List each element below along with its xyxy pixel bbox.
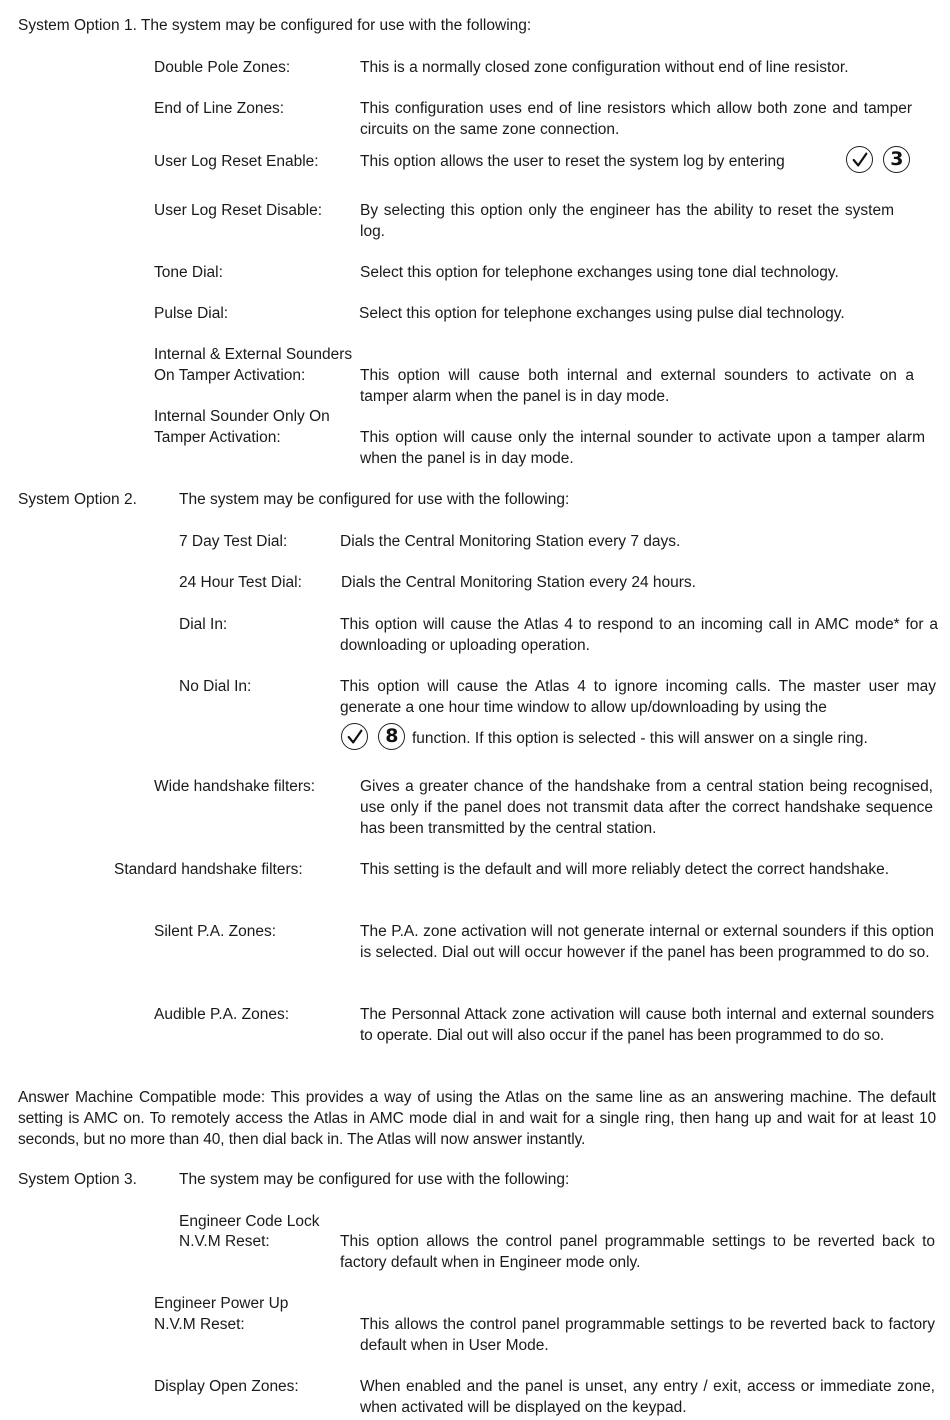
desc-end-of-line-zones: This configuration uses end of line resistors which allow both zone and tamper circuits on the same zone connection.	[360, 100, 912, 138]
check-key-icon	[846, 146, 873, 173]
desc-user-log-reset-disable: By selecting this option only the engineer has the ability to reset the system log.	[360, 202, 894, 240]
desc-int-sounder-only: This option will cause only the internal sounder to activate upon a tamper alarm when the panel is in day mode.	[360, 429, 925, 467]
desc-audible-pa-zones: The Personnal Attack zone activation will cause both internal and external sounders to operate. Dial out will also occur if the panel has been programmed to do so.	[360, 1006, 934, 1044]
label-no-dial-in: No Dial In:	[179, 678, 252, 695]
label-dial-in: Dial In:	[179, 616, 228, 633]
label-display-open-zones: Display Open Zones:	[154, 1378, 299, 1395]
section-2-heading-text: The system may be configured for use with the following:	[179, 491, 570, 508]
label-engineer-power-up-line2: N.V.M Reset:	[154, 1316, 245, 1333]
label-double-pole-zones: Double Pole Zones:	[154, 59, 291, 76]
desc-no-dial-in: This option will cause the Atlas 4 to ignore incoming calls. The master user may generate a one hour time window to allow up/downloading by using the	[340, 678, 936, 716]
desc-double-pole-zones: This is a normally closed zone configuration without end of line resistor.	[360, 59, 849, 76]
label-engineer-code-lock-line2: N.V.M Reset:	[179, 1233, 270, 1250]
section-3-heading-text: The system may be configured for use with the following:	[179, 1171, 570, 1188]
check-key-icon	[341, 723, 368, 750]
desc-7-day-test-dial: Dials the Central Monitoring Station every 7 days.	[340, 533, 681, 550]
label-engineer-power-up-line1: Engineer Power Up	[154, 1295, 289, 1312]
label-engineer-code-lock-line1: Engineer Code Lock	[179, 1213, 320, 1230]
desc-pulse-dial: Select this option for telephone exchanges using pulse dial technology.	[359, 305, 845, 322]
amc-paragraph: Answer Machine Compatible mode: This provides a way of using the Atlas on the same line as an answering machine. The default setting is AMC on. To remotely access the Atlas in AMC mode dial in and wait for a single ring, then hang up and wait for at least 10 seconds, but no more than 40, then dial back in. The Atlas will now answer instantly.	[18, 1089, 936, 1148]
label-user-log-reset-enable: User Log Reset Enable:	[154, 153, 319, 170]
desc-display-open-zones: When enabled and the panel is unset, any entry / exit, access or immediate zone, when activated will be displayed on the keypad.	[360, 1378, 935, 1416]
desc-standard-handshake: This setting is the default and will more reliably detect the correct handshake.	[360, 861, 889, 878]
label-wide-handshake: Wide handshake filters:	[154, 778, 316, 795]
label-pulse-dial: Pulse Dial:	[154, 305, 229, 322]
keypad-keys-log-reset	[846, 146, 910, 173]
label-7-day-test-dial: 7 Day Test Dial:	[179, 533, 288, 550]
label-end-of-line-zones: End of Line Zones:	[154, 100, 285, 117]
label-24-hour-test-dial: 24 Hour Test Dial:	[179, 574, 302, 591]
desc-no-dial-in-cont: function. If this option is selected - this will answer on a single ring.	[412, 730, 868, 747]
label-tone-dial: Tone Dial:	[154, 264, 223, 281]
desc-dial-in: This option will cause the Atlas 4 to respond to an incoming call in AMC mode* for a downloading or uploading operation.	[340, 616, 938, 654]
desc-int-ext-sounders: This option will cause both internal and external sounders to activate on a tamper alarm when the panel is in day mode.	[360, 367, 914, 405]
section-1-heading: System Option 1. The system may be configured for use with the following:	[18, 17, 532, 34]
desc-engineer-power-up: This allows the control panel programmable settings to be reverted back to factory default when in User Mode.	[360, 1316, 935, 1354]
section-3-heading-label: System Option 3.	[18, 1171, 137, 1188]
section-2-heading-label: System Option 2.	[18, 491, 137, 508]
desc-wide-handshake: Gives a greater chance of the handshake from a central station being recognised, use only if the panel does not transmit data after the correct handshake sequence has been transmitted by the central station.	[360, 778, 933, 837]
label-int-ext-sounders-line1: Internal & External Sounders	[154, 346, 353, 363]
desc-engineer-code-lock: This option allows the control panel programmable settings to be reverted back to factory default when in Engineer mode only.	[340, 1233, 935, 1271]
label-int-sounder-only-line1: Internal Sounder Only On	[154, 408, 330, 425]
label-standard-handshake: Standard handshake filters:	[114, 861, 303, 878]
label-user-log-reset-disable: User Log Reset Disable:	[154, 202, 322, 219]
label-silent-pa-zones: Silent P.A. Zones:	[154, 923, 277, 940]
label-int-sounder-only-line2: Tamper Activation:	[154, 429, 281, 446]
keypad-keys-dial-window	[341, 723, 405, 750]
desc-tone-dial: Select this option for telephone exchanges using tone dial technology.	[360, 264, 839, 281]
digit-3-key-icon: 3	[883, 146, 910, 173]
desc-user-log-reset-enable: This option allows the user to reset the system log by entering	[360, 153, 785, 170]
digit-8-key-icon: 8	[378, 723, 405, 750]
label-int-ext-sounders-line2: On Tamper Activation:	[154, 367, 306, 384]
desc-24-hour-test-dial: Dials the Central Monitoring Station every 24 hours.	[341, 574, 696, 591]
desc-silent-pa-zones: The P.A. zone activation will not generate internal or external sounders if this option is selected. Dial out will occur however if the panel has been programmed to do so.	[360, 923, 934, 961]
label-audible-pa-zones: Audible P.A. Zones:	[154, 1006, 289, 1023]
